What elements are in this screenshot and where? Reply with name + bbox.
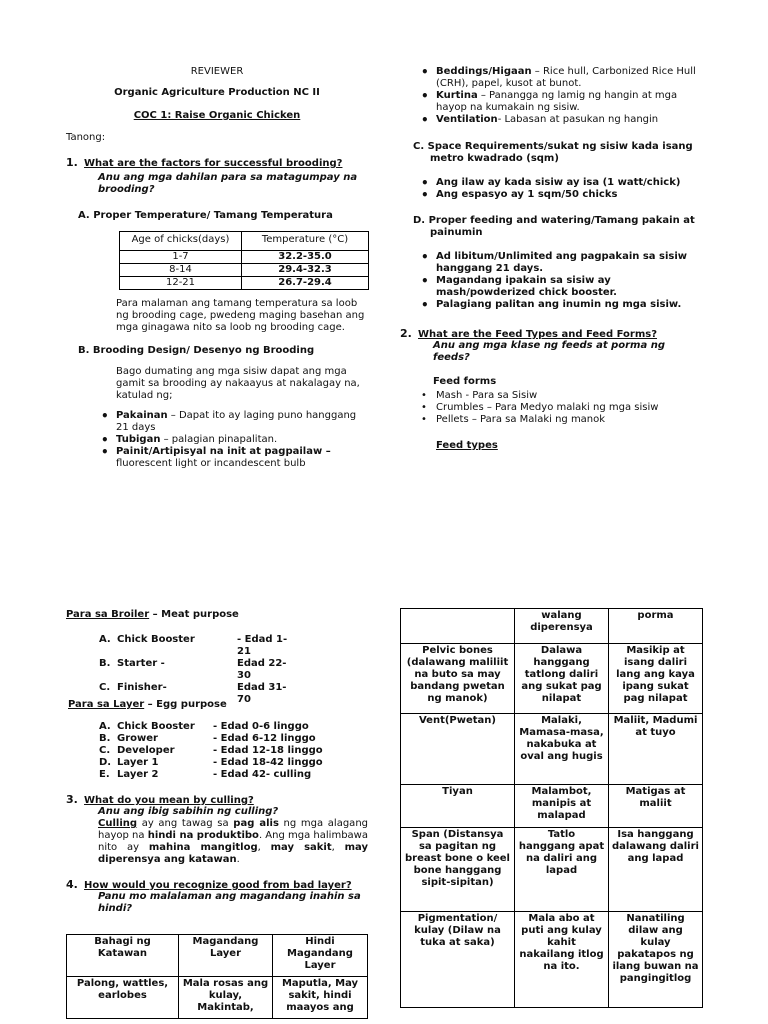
answer-part: ay ang tawag sa xyxy=(137,818,234,829)
broiler-purpose: – Meat purpose xyxy=(149,609,239,620)
question-text: What are the Feed Types and Feed Forms? xyxy=(418,329,657,340)
temperature-note: Para malaman ang tamang temperatura sa loob ng brooding cage, pwedeng maging basehan ang mga ginagawa nito sa loob ng brooding cage. xyxy=(116,298,365,333)
stage-age: - Edad 6-12 linggo xyxy=(213,733,316,744)
item-term: Ventilation xyxy=(436,114,498,125)
course-title: Organic Agriculture Production NC II xyxy=(114,87,320,98)
broiler-stages xyxy=(99,634,299,706)
table-cell: Span (Distansya sa pagitan ng breast bone o keel bone hanggang sipit-sipitan) xyxy=(401,828,515,912)
layer-heading xyxy=(68,699,227,711)
item-text: – Dapat ito ay laging puno hanggang 21 days xyxy=(116,410,357,433)
broiler-label: Para sa Broiler xyxy=(66,609,150,620)
stage-name: Finisher- xyxy=(117,682,167,693)
table-cell: Masikip at isang daliri lang ang kaya ipang sukat pag nilapat xyxy=(609,644,703,714)
table-cell xyxy=(401,609,515,644)
stage-age: - Edad 18-42 linggo xyxy=(213,757,323,768)
table-cell: 12-21 xyxy=(120,277,242,290)
table-cell: 32.2-35.0 xyxy=(242,251,369,264)
table-cell: Nanatiling dilaw ang kulay pakatapos ng ilang buwan na pangingitlog xyxy=(609,912,703,1008)
layer-comparison-table xyxy=(66,934,368,1019)
question-number: 4. xyxy=(66,878,78,891)
stage-age: - Edad 42- culling xyxy=(213,769,312,780)
layer-purpose: – Egg purpose xyxy=(144,699,227,710)
stage-age: - Edad 1-21 xyxy=(237,634,288,657)
answer-part: , xyxy=(257,842,271,853)
table-cell: 29.4-32.3 xyxy=(242,264,369,277)
table-cell: Tatlo hanggang apat na daliri ang lapad xyxy=(515,828,609,912)
answer-part: , xyxy=(331,842,345,853)
table-row xyxy=(120,251,369,264)
table-cell: Pelvic bones (dalawang maliliit na buto sa may bandang pwetan ng manok) xyxy=(401,644,515,714)
answer-part: hindi na produktibo xyxy=(147,830,259,841)
table-cell: walang diperensya xyxy=(515,609,609,644)
item-term: Tubigan xyxy=(116,434,161,445)
item-text: fluorescent light or incandescent bulb xyxy=(116,458,306,469)
temperature-table xyxy=(119,231,369,290)
broiler-heading xyxy=(66,609,239,621)
table-cell: Palong, wattles, earlobes xyxy=(67,977,179,1019)
table-header: Temperature (°C) xyxy=(242,232,369,251)
answer-part: may diperensya ang katawan xyxy=(98,842,369,865)
list-item: • Pellets – Para sa Malaki ng manok xyxy=(418,414,703,426)
table-cell: porma xyxy=(609,609,703,644)
stage-letter: C. xyxy=(99,682,111,693)
answer-part: . Ang mga halimbawa nito ay xyxy=(98,830,368,853)
question-translation: Panu mo malalaman ang magandang inahin sa hindi? xyxy=(98,891,361,914)
table-row xyxy=(67,977,368,1019)
feed-types-heading: Feed types xyxy=(436,440,498,451)
table-row xyxy=(120,277,369,290)
table-cell: Maputla, May sakit, hindi maayos ang xyxy=(273,977,368,1019)
stage-age: Edad 31-70 xyxy=(237,682,287,705)
item-text: - Labasan at pasukan ng hangin xyxy=(497,114,659,125)
list-item: • Crumbles – Para Medyo malaki ng mga sisiw xyxy=(418,402,703,414)
table-cell: 26.7-29.4 xyxy=(242,277,369,290)
table-row xyxy=(401,714,703,785)
table-header: Hindi Magandang Layer xyxy=(273,935,368,977)
answer-part: ng mga alagang hayop na xyxy=(98,818,368,841)
bedding-items xyxy=(418,66,703,126)
item-text: – Rice hull, Carbonized Rice Hull (CRH), papel, kusot at bunot. xyxy=(436,66,696,89)
list-item xyxy=(98,446,368,470)
list-item xyxy=(418,90,703,114)
question-translation: Anu ang mga klase ng feeds at porma ng feeds? xyxy=(433,340,665,363)
question-number: 3. xyxy=(66,793,78,806)
stage-name: Chick Booster xyxy=(117,634,195,645)
list-item: • Ad libitum/Unlimited ang pagpakain sa sisiw hanggang 21 days. xyxy=(418,251,703,275)
item-term: Pakainan xyxy=(116,410,168,421)
stage-letter: D. xyxy=(99,757,112,768)
layer-comparison-table-continued xyxy=(400,608,703,1008)
item-text: – Panangga ng lamig ng hangin at mga hayop na kumakain ng sisiw. xyxy=(436,90,678,113)
culling-answer xyxy=(98,818,368,866)
question-3 xyxy=(66,793,368,807)
feed-forms-heading: Feed forms xyxy=(433,376,497,387)
stage-name: Grower xyxy=(117,733,158,744)
section-b-heading: B. Brooding Design/ Desenyo ng Brooding xyxy=(78,345,315,356)
stage-letter: C. xyxy=(99,745,111,756)
table-header: Age of chicks(days) xyxy=(120,232,242,251)
item-text: – palagian pinapalitan. xyxy=(160,434,278,445)
table-row xyxy=(401,609,703,644)
stage-age: - Edad 0-6 linggo xyxy=(213,721,309,732)
table-row xyxy=(401,644,703,714)
section-c-heading: C. Space Requirements/sukat ng sisiw kada isang metro kwadrado (sqm) xyxy=(413,141,693,164)
table-cell: Vent(Pwetan) xyxy=(401,714,515,785)
answer-part: may sakit xyxy=(270,842,332,853)
layer-stages xyxy=(99,721,339,781)
table-row xyxy=(401,785,703,828)
stage-name: Starter - xyxy=(117,658,165,669)
layer-label: Para sa Layer xyxy=(68,699,145,710)
answer-part: mahina mangitlog xyxy=(148,842,258,853)
stage-name: Layer 1 xyxy=(117,757,159,768)
brooding-items xyxy=(98,410,368,470)
list-item: • Mash - Para sa Sisiw xyxy=(418,390,703,402)
feed-forms-list xyxy=(418,390,703,426)
stage-letter: E. xyxy=(99,769,110,780)
list-item xyxy=(418,114,703,126)
table-row xyxy=(401,912,703,1008)
stage-name: Developer xyxy=(117,745,175,756)
table-cell: Tiyan xyxy=(401,785,515,828)
space-items xyxy=(418,177,703,201)
question-translation: Anu ang mga dahilan para sa matagumpay na brooding? xyxy=(98,172,358,195)
item-term: Kurtina xyxy=(436,90,478,101)
item-term: Painit/Artipisyal na init at pagpailaw – xyxy=(116,446,331,457)
item-term: Beddings/Higaan xyxy=(436,66,532,77)
stage-letter: A. xyxy=(99,634,111,645)
list-item: • Palagiang palitan ang inumin ng mga sisiw. xyxy=(418,299,703,311)
table-header: Bahagi ng Katawan xyxy=(67,935,179,977)
question-text: How would you recognize good from bad layer? xyxy=(84,880,352,891)
question-number: 2. xyxy=(400,327,412,340)
tanong-label: Tanong: xyxy=(66,132,106,143)
list-item xyxy=(418,66,703,90)
section-a-heading: A. Proper Temperature/ Tamang Temperatura xyxy=(78,210,333,221)
table-cell: Dalawa hanggang tatlong daliri ang sukat pag nilapat xyxy=(515,644,609,714)
list-item xyxy=(98,410,368,434)
table-cell: Mala abo at puti ang kulay kahit nakailang itlog na ito. xyxy=(515,912,609,1008)
table-cell: Matigas at maliit xyxy=(609,785,703,828)
stage-name: Chick Booster xyxy=(117,721,195,732)
table-row xyxy=(401,828,703,912)
question-text: What are the factors for successful brooding? xyxy=(84,158,343,169)
answer-part: pag alis xyxy=(233,818,279,829)
coc-title: COC 1: Raise Organic Chicken xyxy=(133,110,301,121)
reviewer-title: REVIEWER xyxy=(190,66,244,77)
question-number: 1. xyxy=(66,156,78,169)
question-4 xyxy=(66,878,368,892)
question-1 xyxy=(66,156,368,170)
table-row xyxy=(120,264,369,277)
answer-part: . xyxy=(236,854,240,865)
stage-letter: B. xyxy=(99,658,111,669)
list-item xyxy=(98,434,368,446)
table-cell: 8-14 xyxy=(120,264,242,277)
stage-name: Layer 2 xyxy=(117,769,159,780)
table-cell: Mala rosas ang kulay, Makintab, xyxy=(179,977,273,1019)
answer-part: Culling xyxy=(98,818,138,829)
stage-age: - Edad 12-18 linggo xyxy=(213,745,323,756)
list-item: • Magandang ipakain sa sisiw ay mash/powderized chick booster. xyxy=(418,275,703,299)
table-cell: Isa hanggang dalawang daliri ang lapad xyxy=(609,828,703,912)
question-text: What do you mean by culling? xyxy=(84,795,254,806)
table-cell: Malambot, manipis at malapad xyxy=(515,785,609,828)
list-item: • Ang espasyo ay 1 sqm/50 chicks xyxy=(418,189,703,201)
stage-letter: A. xyxy=(99,721,111,732)
question-translation: Anu ang ibig sabihin ng culling? xyxy=(98,806,279,817)
table-header: Magandang Layer xyxy=(179,935,273,977)
table-cell: Maliit, Madumi at tuyo xyxy=(609,714,703,785)
feeding-items xyxy=(418,251,703,311)
stage-age: Edad 22-30 xyxy=(237,658,287,681)
section-b-intro: Bago dumating ang mga sisiw dapat ang mga gamit sa brooding ay nakaayus at nakalagay na, katulad ng; xyxy=(116,366,360,401)
table-cell: Malaki, Mamasa-masa, nakabuka at oval ang hugis xyxy=(515,714,609,785)
stage-letter: B. xyxy=(99,733,111,744)
table-cell: Pigmentation/ kulay (Dilaw na tuka at saka) xyxy=(401,912,515,1008)
table-cell: 1-7 xyxy=(120,251,242,264)
section-d-heading: D. Proper feeding and watering/Tamang pakain at painumin xyxy=(413,215,695,238)
question-2 xyxy=(400,327,700,341)
list-item: • Ang ilaw ay kada sisiw ay isa (1 watt/chick) xyxy=(418,177,703,189)
